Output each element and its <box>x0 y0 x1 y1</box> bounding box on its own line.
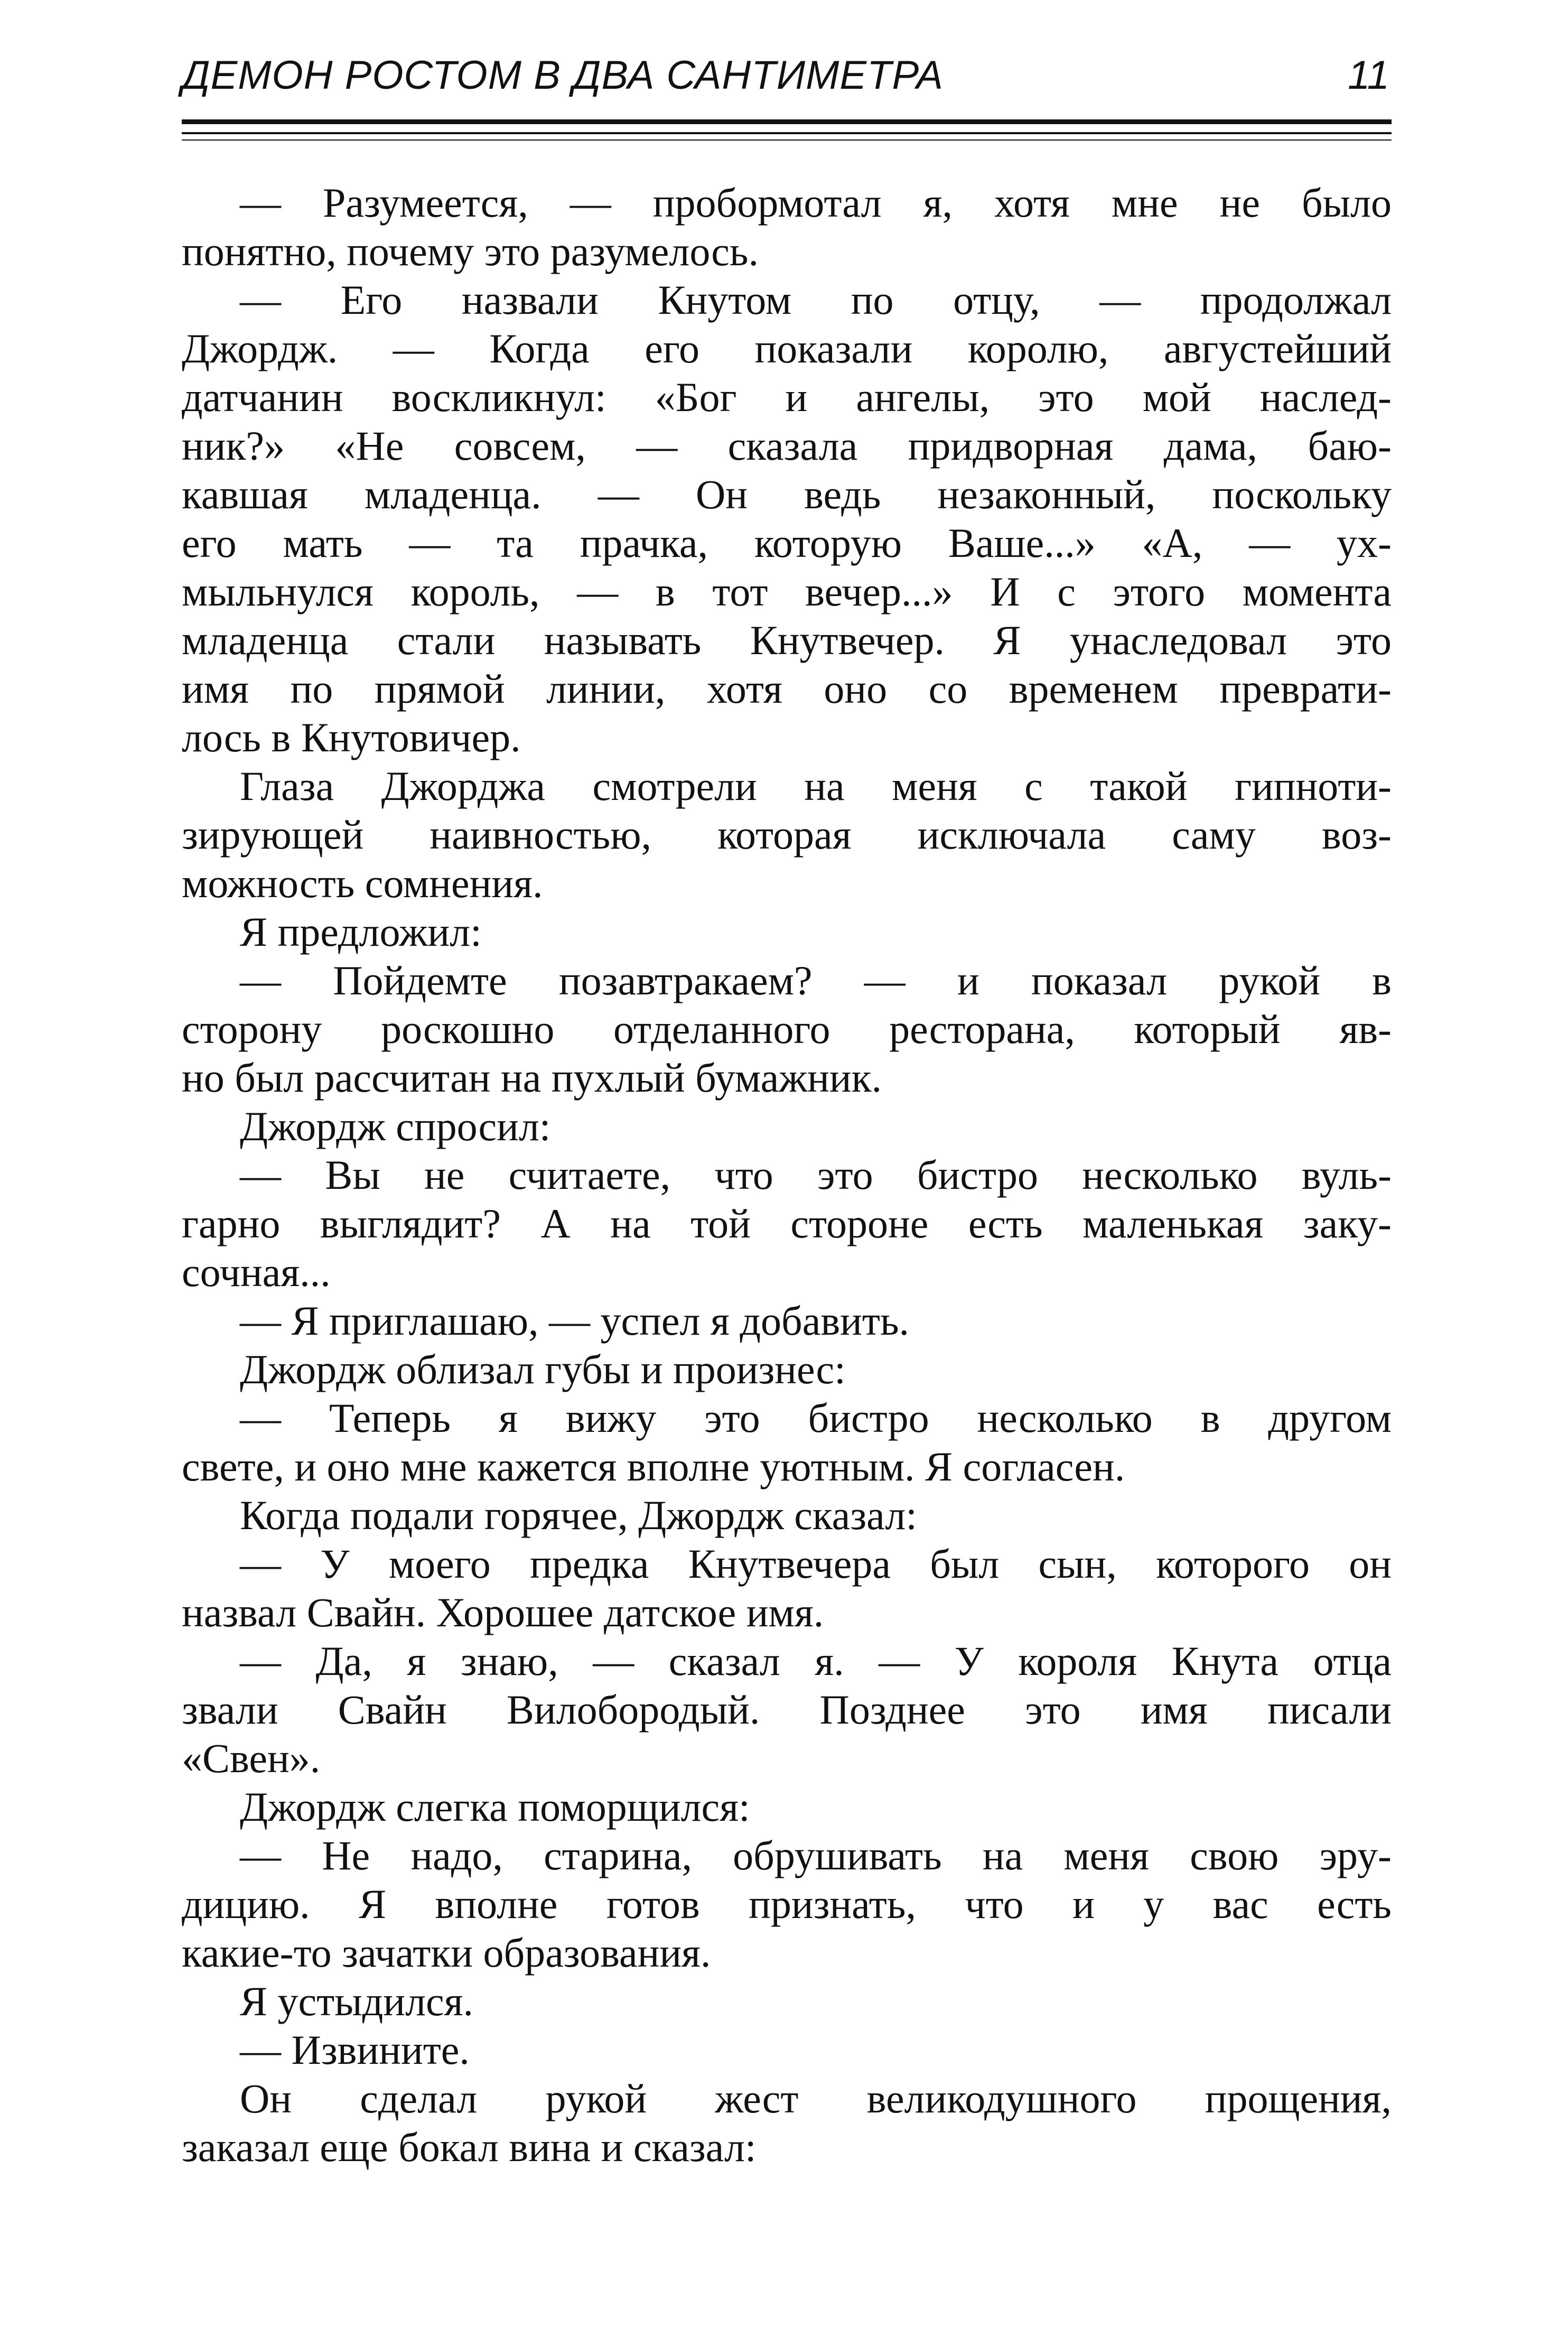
text-line: — Извините. <box>240 2027 470 2073</box>
text-line: ник?» «Не совсем, — сказала придворная дама, баю- <box>182 423 1392 469</box>
running-title: ДЕМОН РОСТОМ В ДВА САНТИМЕТРА <box>182 53 944 98</box>
text-line: — Теперь я вижу это бистро несколько в другом <box>240 1395 1392 1441</box>
text-line: но был рассчитан на пухлый бумажник. <box>182 1055 882 1101</box>
text-line: его мать — та прачка, которую Ваше...» «А, — ух- <box>182 520 1392 566</box>
page-number: 11 <box>1348 53 1389 98</box>
text-line: — Его назвали Кнутом по отцу, — продолжал <box>240 277 1392 323</box>
text-line: младенца стали называть Кнутвечер. Я унаследовал это <box>182 617 1392 663</box>
text-line: звали Свайн Вилобородый. Позднее это имя писали <box>182 1687 1392 1733</box>
text-line: дицию. Я вполне готов признать, что и у вас есть <box>182 1881 1392 1927</box>
text-line: — У моего предка Кнутвечера был сын, которого он <box>240 1541 1392 1587</box>
text-line: Джордж облизал губы и произнес: <box>240 1346 846 1392</box>
text-line: заказал еще бокал вина и сказал: <box>182 2124 757 2170</box>
text-line: Глаза Джорджа смотрели на меня с такой гипноти- <box>240 763 1392 809</box>
header-rule <box>182 139 1392 141</box>
text-line: — Разумеется, — пробормотал я, хотя мне не было <box>240 180 1392 226</box>
text-line: какие-то зачатки образования. <box>182 1930 711 1976</box>
text-line: имя по прямой линии, хотя оно со временем преврати- <box>182 666 1392 712</box>
text-line: Когда подали горячее, Джордж сказал: <box>240 1492 917 1538</box>
text-line: свете, и оно мне кажется вполне уютным. Я согласен. <box>182 1444 1125 1489</box>
text-line: понятно, почему это разумелось. <box>182 228 759 274</box>
text-line: Я устыдился. <box>240 1978 473 2024</box>
text-line: — Вы не считаете, что это бистро несколько вуль- <box>240 1152 1392 1198</box>
text-line: — Я приглашаю, — успел я добавить. <box>240 1298 910 1344</box>
text-line: лось в Кнутовичер. <box>182 714 521 760</box>
running-head <box>182 46 1392 105</box>
header-rule <box>182 119 1392 124</box>
text-line: Я предложил: <box>240 909 482 955</box>
text-line: Джордж слегка поморщился: <box>240 1784 750 1830</box>
text-line: «Свен». <box>182 1735 321 1781</box>
text-line: — Не надо, старина, обрушивать на меня свою эру- <box>240 1832 1392 1878</box>
text-line: зирующей наивностью, которая исключала саму воз- <box>182 812 1392 858</box>
text-line: Джордж спросил: <box>240 1103 551 1149</box>
header-rule <box>182 132 1392 134</box>
text-line: Джордж. — Когда его показали королю, августейший <box>182 325 1392 371</box>
text-line: — Пойдемте позавтракаем? — и показал рукой в <box>240 957 1392 1003</box>
text-line: Он сделал рукой жест великодушного прощения, <box>240 2075 1392 2121</box>
text-line: датчанин воскликнул: «Бог и ангелы, это мой наслед- <box>182 374 1392 420</box>
text-line: сторону роскошно отделанного ресторана, который яв- <box>182 1006 1392 1052</box>
body-text <box>182 179 1392 2172</box>
text-line: назвал Свайн. Хорошее датское имя. <box>182 1589 824 1635</box>
text-line: кавшая младенца. — Он ведь незаконный, поскольку <box>182 471 1392 517</box>
text-line: сочная... <box>182 1249 331 1295</box>
text-line: гарно выглядит? А на той стороне есть маленькая заку- <box>182 1200 1392 1246</box>
text-line: мыльнулся король, — в тот вечер...» И с этого момента <box>182 569 1392 615</box>
text-line: — Да, я знаю, — сказал я. — У короля Кнута отца <box>240 1638 1392 1684</box>
text-line: можность сомнения. <box>182 860 543 906</box>
